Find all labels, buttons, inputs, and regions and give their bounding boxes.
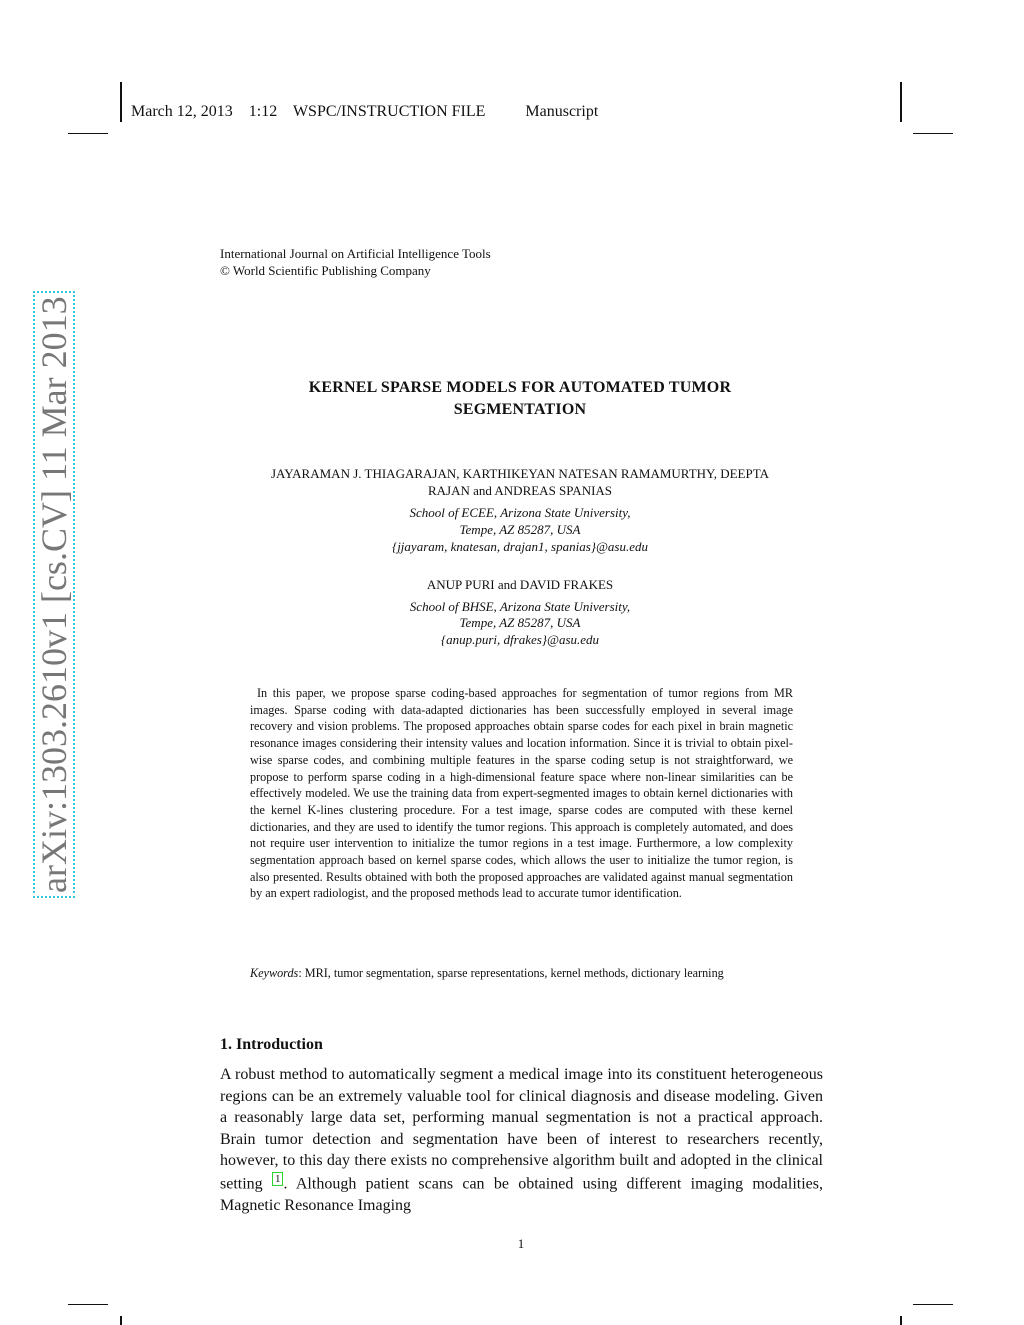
paper-title-line2: SEGMENTATION [453, 401, 587, 418]
header-date: March 12, 2013 [131, 103, 233, 120]
email2: {anup.puri, dfrakes}@asu.edu [440, 632, 600, 647]
email1: {jjayaram, knatesan, drajan1, spanias}@asu.edu [392, 539, 648, 554]
journal-name: International Journal on Artificial Intelligence Tools [220, 246, 491, 261]
running-header [131, 103, 598, 121]
crop-mark-bottom-right-horizontal [913, 1304, 953, 1305]
intro-paragraph [220, 1064, 823, 1216]
crop-mark-bottom-left-horizontal [68, 1304, 108, 1305]
affiliation1-line1: School of ECEE, Arizona State University, [409, 505, 631, 520]
authors-group2: ANUP PURI and DAVID FRAKES [426, 577, 614, 592]
citation-link[interactable]: 1 [272, 1172, 284, 1186]
crop-mark-bottom-left-vertical [120, 1316, 122, 1325]
journal-copyright: © World Scientific Publishing Company [220, 263, 431, 278]
crop-mark-top-right-horizontal [913, 133, 953, 134]
header-label: Manuscript [525, 103, 599, 120]
authors-group1-line1: JAYARAMAN J. THIAGARAJAN, KARTHIKEYAN NATESAN RAMAMURTHY, DEEPTA [270, 466, 770, 481]
paper-title-line1: KERNEL SPARSE MODELS FOR AUTOMATED TUMOR [308, 379, 732, 396]
intro-part2: . Although patient scans can be obtained using different imaging modalities, Magnetic Resonance Imaging [220, 1175, 824, 1214]
keywords-label: Keywords [250, 966, 299, 980]
keywords [250, 965, 793, 982]
header-time: 1:12 [248, 103, 278, 120]
header-file: WSPC/INSTRUCTION FILE [292, 103, 486, 120]
section-number: 1. [220, 1036, 232, 1053]
section-title: Introduction [236, 1036, 323, 1053]
affiliation1-line2: Tempe, AZ 85287, USA [459, 522, 581, 537]
arxiv-stamp[interactable]: arXiv:1303.2610v1 [cs.CV] 11 Mar 2013 [33, 291, 75, 898]
crop-mark-top-left-vertical [120, 82, 122, 122]
page-number: 1 [517, 1236, 525, 1251]
section-heading [220, 1036, 323, 1054]
affiliation2-line1: School of BHSE, Arizona State University, [409, 599, 631, 614]
abstract: In this paper, we propose sparse coding-based approaches for segmentation of tumor regions from MR images. Sparse coding with data-adapted dictionaries has been successfully employed in several image recovery and vision problems. The proposed approaches obtain sparse codes for each pixel in brain magnetic resonance images considering their intensity values and location information. Since it is trivial to obtain pixel-wise sparse codes, and combining multiple features in the sparse coding setup is not straightforward, we propose to perform sparse coding in a high-dimensional feature space where non-linear similarities can be effectively modeled. We use the training data from expert-segmented images to obtain kernel dictionaries with the kernel K-lines clustering procedure. For a test image, sparse codes are computed with these kernel dictionaries, and they are used to identify the tumor regions. This approach is completely automated, and does not require user intervention to initialize the tumor regions in a test image. Furthermore, a low complexity segmentation approach based on kernel sparse codes, which allows the user to initialize the tumor region, is also presented. Results obtained with both the proposed approaches are validated against manual segmentation by an expert radiologist, and the proposed methods lead to accurate tumor identification. [250, 686, 793, 901]
intro-part1: A robust method to automatically segment a medical image into its constituent heterogeneous regions can be an extremely valuable tool for clinical diagnosis and disease modeling. Given a reasonably large data set, performing manual segmentation is not a practical approach. Brain tumor detection and segmentation have been of interest to researchers recently, however, to this day there exists no comprehensive algorithm built and adopted in the clinical setting [220, 1066, 823, 1193]
keywords-text: : MRI, tumor segmentation, sparse representations, kernel methods, dictionary learning [298, 966, 724, 980]
crop-mark-bottom-right-vertical [900, 1316, 902, 1325]
affiliation2-line2: Tempe, AZ 85287, USA [459, 615, 581, 630]
crop-mark-top-right-vertical [900, 82, 902, 122]
authors-group1-line2: RAJAN and ANDREAS SPANIAS [427, 483, 613, 498]
crop-mark-top-left-horizontal [68, 133, 108, 134]
